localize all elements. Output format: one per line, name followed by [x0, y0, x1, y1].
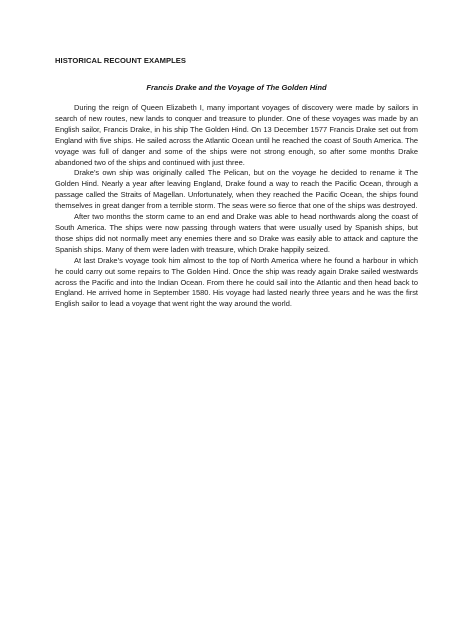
- document-body: [55, 56, 418, 310]
- document-heading: HISTORICAL RECOUNT EXAMPLES: [55, 56, 187, 65]
- paragraph: After two months the storm came to an end and Drake was able to head northwards along the coast of South America. The ships were now passing through waters that were usually used by Spanish ships, but those ships did not normally meet any enemies there and so Drake was easily able to attack and capture the Spanish ships. Many of them were laden with treasure, which Drake happily seized.: [55, 212, 418, 254]
- paragraph: Drake’s own ship was originally called The Pelican, but on the voyage he decided to rename it The Golden Hind. Nearly a year after leaving England, Drake found a way to reach the Pacific Ocean, through a passage called the Straits of Magellan. Unfortunately, when they reached the Pacific Ocean, the ships found themselves in great danger from a terrible storm. The seas were so fierce that one of the ships was destroyed.: [55, 168, 418, 211]
- paragraph: At last Drake’s voyage took him almost to the top of North America where he found a harbour in which he could carry out some repairs to The Golden Hind. Once the ship was ready again Drake sailed westwards across the Pacific and into the Indian Ocean. From there he could sail into the Atlantic and then head back to England. He arrived home in September 1580. His voyage had lasted nearly three years and he was the first English sailor to lead a voyage that went right the way around the world.: [55, 255, 418, 309]
- paragraph: During the reign of Queen Elizabeth I, many important voyages of discovery were made by sailors in search of new routes, new lands to conquer and treasure to plunder. One of these voyages was made by an English sailor, Francis Drake, in his ship The Golden Hind. On 13 December 1577 Francis Drake set out from England with five ships. He sailed across the Atlantic Ocean until he reached the coast of South America. The voyage was full of danger and some of the ships were not strong enough, so after some months Drake abandoned two of the ships and continued with just three.: [55, 103, 418, 167]
- document-title: Francis Drake and the Voyage of The Golden Hind: [146, 83, 327, 92]
